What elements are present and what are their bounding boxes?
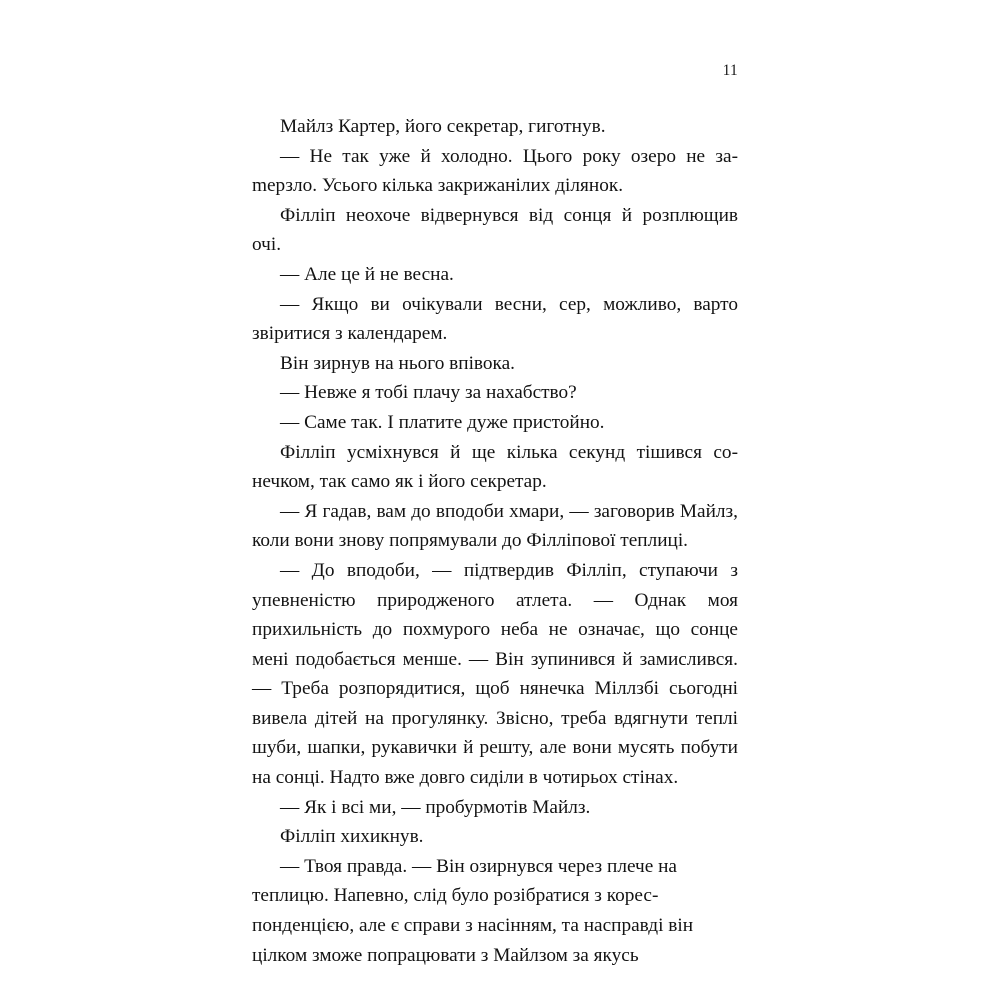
paragraph: — Але це й не весна. bbox=[280, 263, 454, 285]
paragraph: — Як і всі ми, — пробурмотів Майлз. bbox=[280, 796, 591, 818]
paragraph: Він зирнув на нього впівока. bbox=[280, 352, 515, 374]
paragraph: Майлз Картер, його секретар, гиготнув. bbox=[280, 116, 606, 137]
paragraph: Філліп неохоче відвернувся від сонця й розплющив очі. bbox=[252, 204, 738, 256]
paragraph: — Не так уже й холодно. Цього року озеро не заmерзло. Усього кілька закрижанілих ділянок. bbox=[252, 145, 738, 197]
paragraph: — Якщо ви очікували весни, сер, можливо, варто звіритися з календарем. bbox=[252, 293, 738, 345]
paragraph: — Я гадав, вам до вподоби хмари, — заговорив Майлз, коли вони знову попрямували до Філліпової теплиці. bbox=[252, 500, 738, 552]
paragraph: — Невже я тобі плачу за нахабство? bbox=[280, 382, 577, 404]
page-number: 11 bbox=[722, 62, 738, 79]
body-text bbox=[252, 112, 738, 970]
paragraph: — Твоя правда. — Він озирнувся через плече на теплицю. Напевно, слід було розібратися з кореспонденцією, але є справи з насінням, та насправді він цілком зможе попрацювати з Майлзом за якусь bbox=[252, 855, 694, 966]
paragraph: — До вподоби, — підтвердив Філліп, ступаючи з упевненістю природженого атлета. — Однак моя прихильність до похмурого неба не означає, що сонце мені подобається менше. — Він зупинився й замислився. — Треба розпорядитися, щоб нянечка Міллзбі сьогодні вивела дітей на прогулянку. Звісно, треба вдягнути теплі шуби, шапки, рукавички й решту, але вони мусять побути на сонці. Надто вже довго сиділи в чотирьох стінах. bbox=[252, 559, 738, 789]
paragraph: Філліп хихикнув. bbox=[280, 826, 424, 848]
paragraph: — Саме так. І платите дуже пристойно. bbox=[280, 411, 605, 433]
paragraph: Філліп усміхнувся й ще кілька секунд тішився сонечком, так само як і його секретар. bbox=[252, 441, 738, 493]
